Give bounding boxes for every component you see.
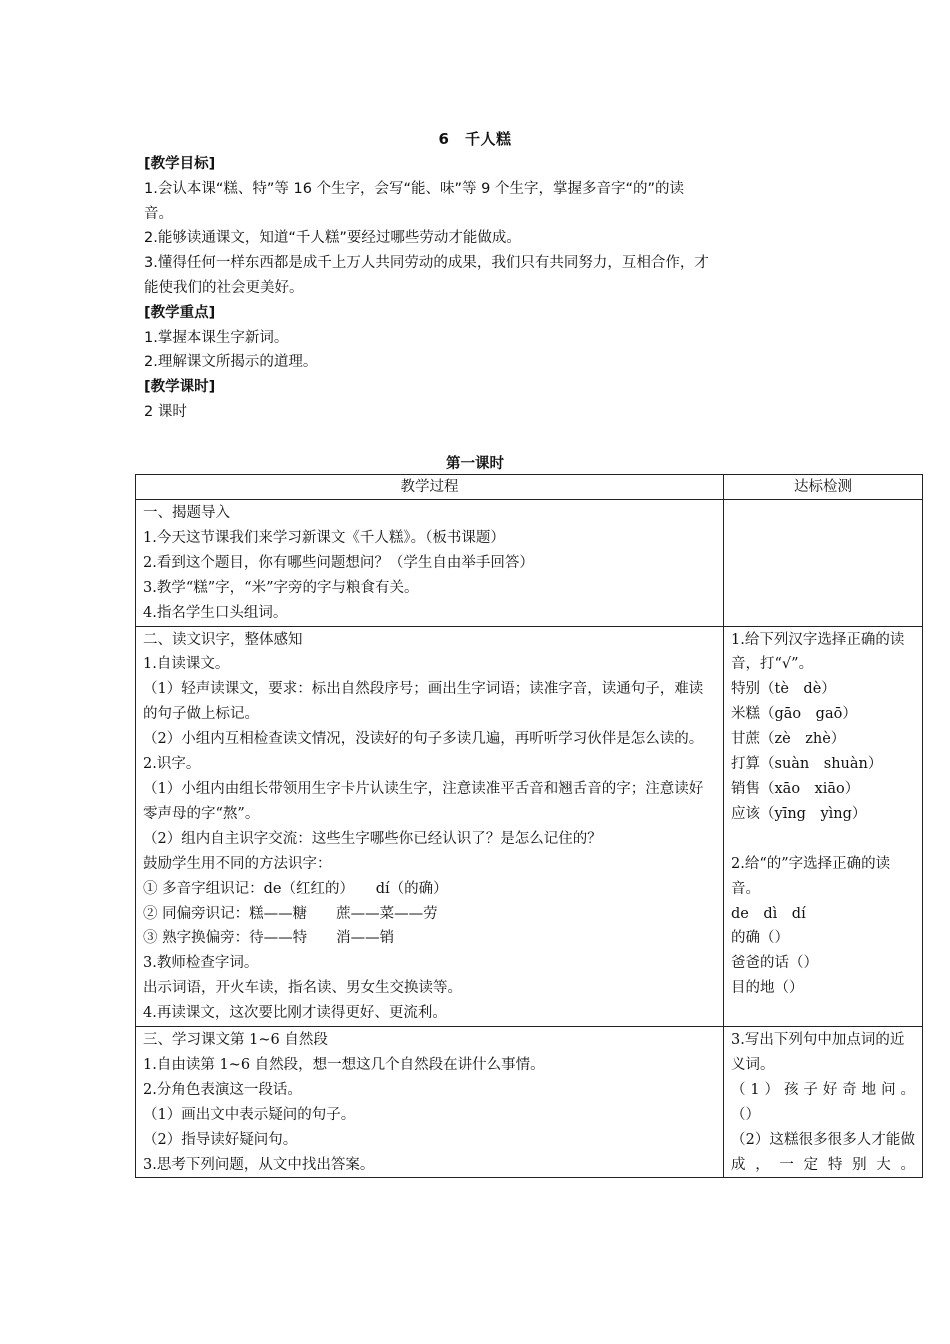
goal-line: 能使我们的社会更美好。 (144, 279, 304, 296)
lesson-intro (144, 152, 814, 425)
goals-heading: [教学目标] (144, 156, 216, 172)
check-cell (724, 1027, 923, 1178)
process-line: 出示词语，开火车读，指名读、男女生交换读等。 (143, 980, 462, 997)
process-cell (136, 500, 724, 627)
process-line: 3.思考下列问题，从文中找出答案。 (143, 1156, 375, 1173)
check-cell (724, 626, 923, 1027)
focus-line: 2.理解课文所揭示的道理。 (144, 354, 318, 371)
hours-value: 2 课时 (144, 403, 187, 420)
focus-line: 1.掌握本课生字新词。 (144, 329, 289, 346)
goal-line: 3.懂得任何一样东西都是成千上万人共同劳动的成果，我们只有共同努力，互相合作，才 (144, 255, 709, 272)
session-title: 第一课时 (446, 456, 504, 472)
check-line: 米糕（gāo gaō） (731, 706, 857, 723)
process-line: （1）画出文中表示疑问的句子。 (143, 1106, 356, 1123)
process-line: 1.自读课文。 (143, 656, 230, 673)
check-line: 2.给“的”字选择正确的读音。 (731, 855, 891, 897)
process-line: 3.教师检查字词。 (143, 955, 259, 972)
goal-line: 2.能够读通课文，知道“千人糕”要经过哪些劳动才能做成。 (144, 230, 521, 247)
process-line: （2）小组内互相检查读文情况，没读好的句子多读几遍，再听听学习伙伴是怎么读的。 (143, 731, 704, 748)
focus-heading: [教学重点] (144, 304, 216, 321)
header-process: 教学过程 (136, 475, 724, 500)
process-line: 二、读文识字，整体感知 (143, 631, 303, 648)
process-line: 2.分角色表演这一段话。 (143, 1081, 302, 1098)
process-line: （1）小组内由组长带领用生字卡片认读生字，注意读准平舌音和翘舌音的字；注意读好零声母的字“熬”。 (143, 780, 704, 822)
check-line: 的确（） (731, 930, 789, 947)
process-line: （1）轻声读课文，要求：标出自然段序号；画出生字词语；读准字音，读通句子，难读的句子做上标记。 (143, 681, 704, 723)
check-line: 打算（suàn shuàn） (731, 756, 883, 773)
check-line: （） (731, 1106, 760, 1123)
process-line: ② 同偏旁识记：糕——糖 蔗——菜——劳 (143, 905, 438, 922)
check-line (731, 827, 915, 852)
lesson-table (135, 474, 923, 1178)
process-line: （2）组内自主识字交流：这些生字哪些你已经认识了？是怎么记住的？ (143, 830, 602, 847)
check-line: 3.写出下列句中加点词的近义词。 (731, 1032, 905, 1073)
process-line: ③ 熟字换偏旁：待——特 消——销 (143, 930, 395, 947)
process-line: 2.识字。 (143, 756, 201, 773)
check-cell (724, 500, 923, 627)
check-line: （1）孩子好奇地问。 (731, 1081, 915, 1098)
table-row (136, 626, 923, 1027)
table-row (136, 1027, 923, 1178)
process-line: 三、学习课文第 1~6 自然段 (143, 1032, 328, 1049)
process-line: 4.指名学生口头组词。 (143, 604, 288, 621)
check-line: 甘蔗（zè zhè） (731, 731, 846, 748)
check-line: 应该（yīng yìng） (731, 805, 867, 822)
process-line: 2.看到这个题目，你有哪些问题想问？（学生自由举手回答） (143, 554, 534, 571)
process-line: 一、揭题导入 (143, 505, 230, 521)
process-cell (136, 1027, 724, 1178)
goal-line: 1.会认本课“糕、特”等 16 个生字，会写“能、味”等 9 个生字，掌握多音字“的”的读 (144, 180, 685, 197)
process-cell (136, 626, 724, 1027)
check-line: 特别（tè dè） (731, 681, 836, 698)
goal-line: 音。 (144, 205, 173, 222)
process-line: 1.今天这节课我们来学习新课文《千人糕》。（板书课题） (143, 529, 505, 546)
hours-heading: [教学课时] (144, 379, 216, 396)
header-check: 达标检测 (724, 475, 923, 500)
process-line: 鼓励学生用不同的方法识字： (143, 855, 332, 872)
process-line: ① 多音字组识记：de（红红的） dí（的确） (143, 880, 448, 897)
process-line: 3.教学“糕”字，“米”字旁的字与粮食有关。 (143, 579, 419, 596)
table-row (136, 500, 923, 627)
table-header-row (136, 475, 923, 500)
lesson-title: 6 千人糕 (438, 130, 512, 148)
process-line: 4.再读课文，这次要比刚才读得更好、更流利。 (143, 1005, 447, 1022)
check-line: 爸爸的话（） (731, 955, 818, 972)
process-line: 1.自由读第 1~6 自然段，想一想这几个自然段在讲什么事情。 (143, 1056, 545, 1073)
check-line: （2）这糕很多很多人才能做成，一定特别大。 (731, 1131, 915, 1173)
process-line: （2）指导读好疑问句。 (143, 1131, 298, 1148)
check-line: 1.给下列汉字选择正确的读音，打“√”。 (731, 631, 905, 673)
check-line: 目的地（） (731, 980, 804, 997)
check-line: 销售（xāo xiāo） (731, 780, 860, 797)
check-line: de dì dí (731, 905, 806, 922)
